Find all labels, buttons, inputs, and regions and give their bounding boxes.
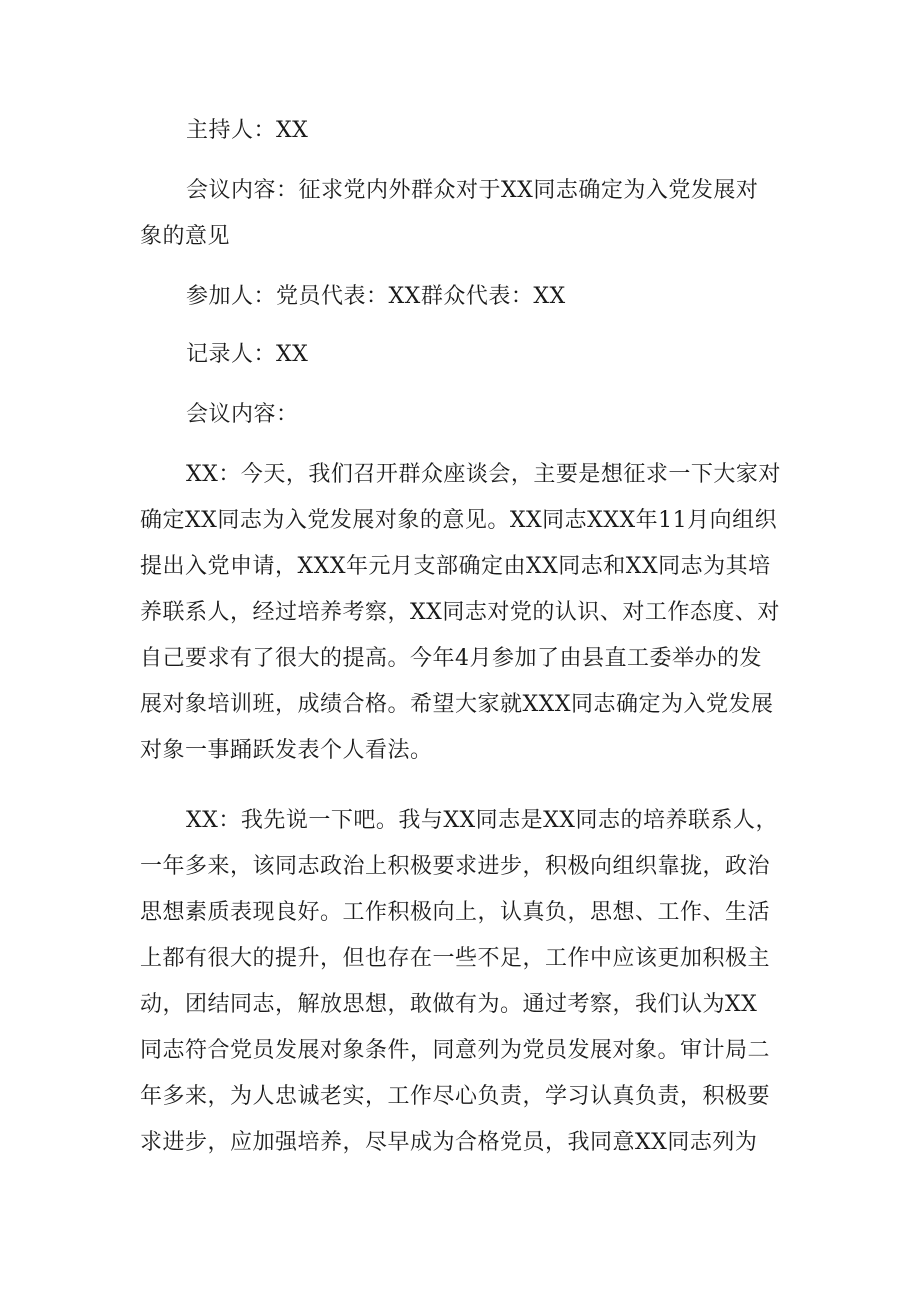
- paragraph-1-line-4: 养联系人，经过培养考察，XX同志对党的认识、对工作态度、对: [140, 600, 780, 625]
- paragraph-2-line-8: 求进步，应加强培养，尽早成为合格党员，我同意XX同志列为: [140, 1130, 758, 1155]
- paragraph-1-line-7: 对象一事踊跃发表个人看法。: [140, 738, 433, 763]
- paragraph-2-line-3: 思想素质表现良好。工作积极向上，认真负，思想、工作、生活: [140, 900, 771, 925]
- meeting-topic-line-2: 象的意见: [140, 224, 231, 249]
- paragraph-2-line-7: 年多来，为人忠诚老实，工作尽心负责，学习认真负责，积极要: [140, 1084, 771, 1109]
- paragraph-1-line-6: 展对象培训班，成绩合格。希望大家就XXX同志确定为入党发展: [140, 692, 774, 717]
- content-heading: 会议内容：: [186, 402, 299, 427]
- paragraph-2-line-6: 同志符合党员发展对象条件，同意列为党员发展对象。审计局二: [140, 1038, 771, 1063]
- meeting-topic-line-1: 会议内容：征求党内外群众对于XX同志确定为入党发展对: [186, 178, 759, 203]
- recorder-line: 记录人：XX: [186, 342, 309, 367]
- paragraph-1-line-2: 确定XX同志为入党发展对象的意见。XX同志XXX年11月向组织: [140, 508, 778, 533]
- paragraph-2-line-1: XX：我先说一下吧。我与XX同志是XX同志的培养联系人，: [186, 808, 778, 833]
- host-line: 主持人：XX: [186, 118, 309, 143]
- participants-line: 参加人：党员代表：XX群众代表：XX: [186, 284, 566, 309]
- paragraph-2-line-2: 一年多来，该同志政治上积极要求进步，积极向组织靠拢，政治: [140, 854, 771, 879]
- paragraph-2-line-4: 上都有很大的提升，但也存在一些不足，工作中应该更加积极主: [140, 946, 771, 971]
- paragraph-1-line-3: 提出入党申请，XXX年元月支部确定由XX同志和XX同志为其培: [140, 554, 771, 579]
- paragraph-1-line-5: 自己要求有了很大的提高。今年4月参加了由县直工委举办的发: [140, 646, 762, 671]
- paragraph-1-line-1: XX：今天，我们召开群众座谈会，主要是想征求一下大家对: [186, 462, 781, 487]
- paragraph-2-line-5: 动，团结同志，解放思想，敢做有为。通过考察，我们认为XX: [140, 992, 758, 1017]
